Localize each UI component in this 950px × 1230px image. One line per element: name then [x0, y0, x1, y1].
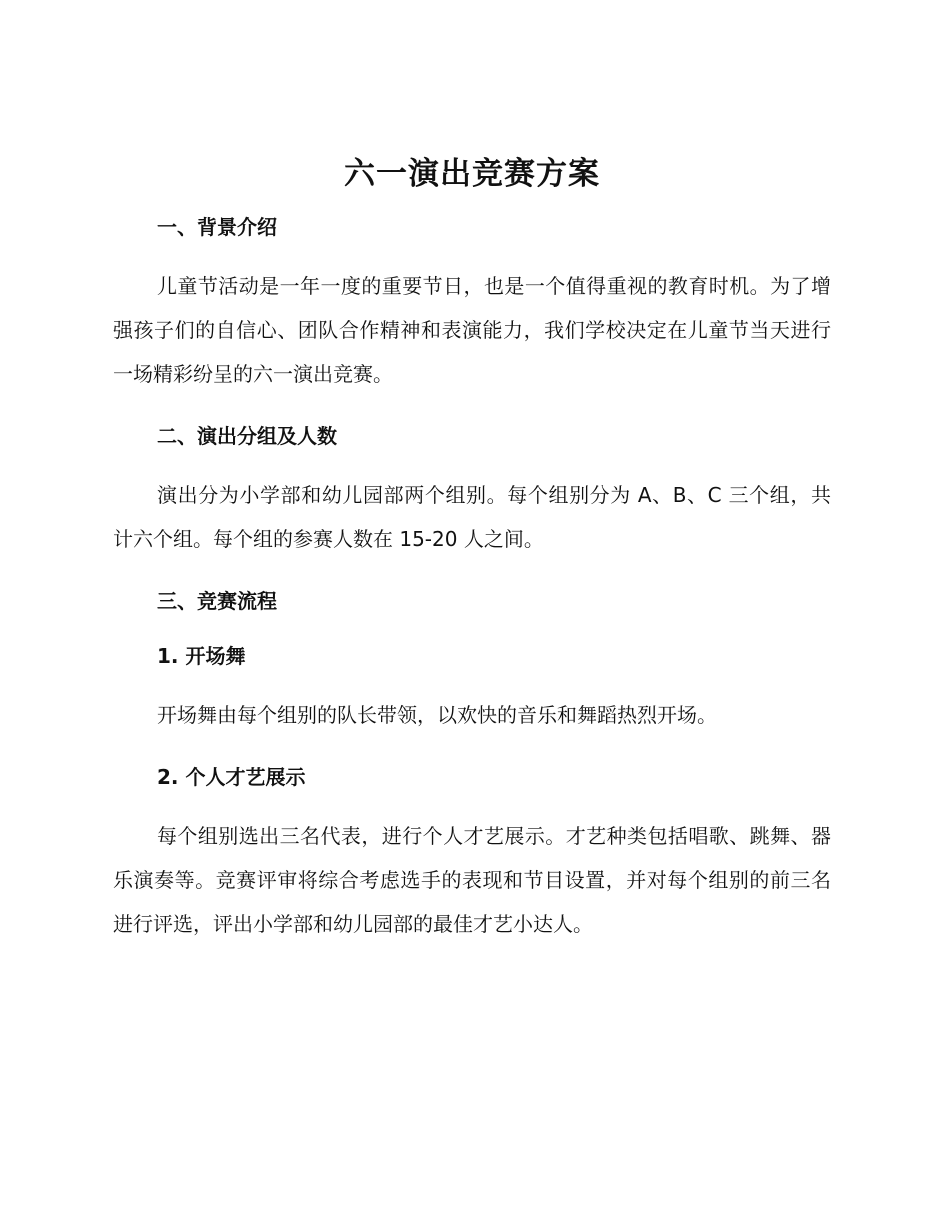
document-body: [113, 148, 831, 946]
subsection-paragraph-opening-dance: 开场舞由每个组别的队长带领，以欢快的音乐和舞蹈热烈开场。: [157, 703, 717, 727]
spacer: [113, 671, 831, 693]
subsection-heading-talent-show: 2. 个人才艺展示: [157, 765, 306, 789]
section-paragraph-groups: 演出分为小学部和幼儿园部两个组别。每个组别分为 A、B、C 三个组，共计六个组。每个组的参赛人数在 15-20 人之间。: [113, 483, 831, 551]
subsection-paragraph-talent-show: 每个组别选出三名代表，进行个人才艺展示。才艺种类包括唱歌、跳舞、器乐演奏等。竞赛评审将综合考虑选手的表现和节目设置，并对每个组别的前三名进行评选，评出小学部和幼儿园部的最佳才艺小达人。: [113, 824, 831, 936]
spacer: [113, 792, 831, 814]
section-heading-process: 三、竞赛流程: [157, 589, 277, 613]
spacer: [113, 561, 831, 586]
section-heading-background: 一、背景介绍: [157, 215, 277, 239]
spacer: [113, 242, 831, 264]
section-heading-groups: 二、演出分组及人数: [157, 424, 337, 448]
subsection-heading-opening-dance: 1. 开场舞: [157, 644, 246, 668]
spacer: [113, 451, 831, 473]
spacer: [113, 737, 831, 762]
spacer: [113, 396, 831, 421]
section-paragraph-background: 儿童节活动是一年一度的重要节日，也是一个值得重视的教育时机。为了增强孩子们的自信心、团队合作精神和表演能力，我们学校决定在儿童节当天进行一场精彩纷呈的六一演出竞赛。: [113, 274, 831, 386]
spacer: [113, 616, 831, 641]
document-title: 六一演出竞赛方案: [344, 156, 600, 192]
